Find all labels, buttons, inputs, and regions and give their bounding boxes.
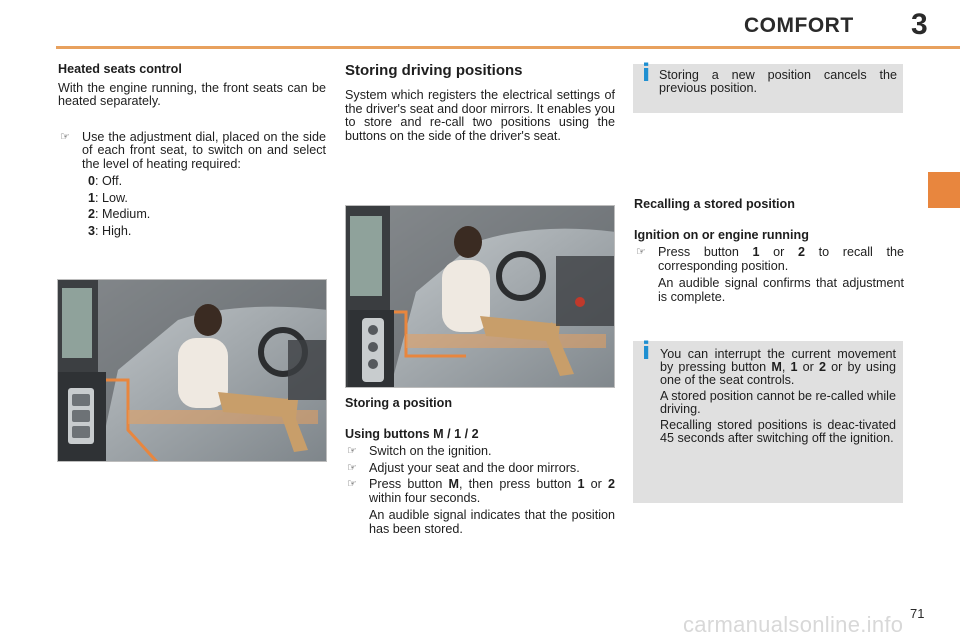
info-deactivation-note: Recalling stored positions is deac-tivated 45 seconds after switching off the ignition. <box>660 418 896 445</box>
pointing-hand-icon: ☞ <box>347 478 357 490</box>
heat-level-0: 0: Off. <box>88 174 123 188</box>
recall-title: Recalling a stored position <box>634 197 795 211</box>
pointing-hand-icon: ☞ <box>60 130 70 143</box>
info-driving-restriction: A stored position cannot be re-called while driving. <box>660 389 896 416</box>
chapter-title: COMFORT <box>744 14 854 37</box>
storing-subtitle: Storing a position <box>345 396 453 410</box>
using-buttons-title: Using buttons M / 1 / 2 <box>345 426 479 441</box>
header-divider <box>56 46 960 49</box>
heated-seats-intro: With the engine running, the front seats can be heated separately. <box>58 80 326 108</box>
pointing-hand-icon: ☞ <box>347 445 357 457</box>
pointing-hand-icon: ☞ <box>636 246 646 258</box>
info-icon: i <box>642 337 651 365</box>
page-number: 71 <box>910 606 925 621</box>
heat-level-2: 2: Medium. <box>88 207 151 221</box>
info-interrupt-text: You can interrupt the current movement by pressing button M, 1 or 2 or by using one of the seat controls. <box>660 347 896 387</box>
recall-step: ☞ Press button 1 or 2 to recall the corresponding position. <box>636 245 904 273</box>
info-box-recall-notes <box>633 337 903 503</box>
info-recall-text <box>660 348 896 445</box>
chapter-number: 3 <box>911 8 928 41</box>
heated-seat-photo-svg <box>58 280 327 462</box>
storing-step-1: ☞ Switch on the ignition. <box>347 444 492 458</box>
info-box-new-position <box>633 59 903 113</box>
chapter-side-tab[interactable] <box>928 172 960 208</box>
info-new-position-text: Storing a new position cancels the previous position. <box>659 68 897 95</box>
heated-seats-bullet-text: Use the adjustment dial, placed on the side of each front seat, to switch on and select the level of heating required: <box>82 129 326 171</box>
storing-title: Storing driving positions <box>345 62 523 79</box>
watermark: carmanualsonline.info <box>683 612 904 637</box>
heated-seats-bullet <box>58 131 326 172</box>
storing-intro: System which registers the electrical settings of the driver's seat and door mirrors. It enables you to store and re-call two positions using the buttons on the side of the driver's seat. <box>345 88 615 143</box>
heated-seat-illustration <box>57 279 327 462</box>
heated-seats-section <box>58 63 326 238</box>
recall-confirmation-note: An audible signal confirms that adjustment is complete. <box>658 276 904 304</box>
storing-confirmation-note: An audible signal indicates that the position has been stored. <box>369 508 615 536</box>
recall-subtitle: Ignition on or engine running <box>634 227 809 242</box>
storing-step-2: ☞ Adjust your seat and the door mirrors. <box>347 460 580 475</box>
memory-buttons-photo-svg <box>346 206 615 388</box>
storing-step-3: ☞ Press button M, then press button 1 or 2 within four seconds. <box>347 477 615 505</box>
heat-level-3: 3: High. <box>88 223 132 238</box>
storing-section-intro <box>345 62 615 143</box>
memory-buttons-illustration <box>345 205 615 388</box>
info-icon: i <box>642 59 651 87</box>
heat-level-1: 1: Low. <box>88 190 128 205</box>
heated-seats-title: Heated seats control <box>58 62 182 76</box>
storing-steps-section <box>345 397 615 536</box>
recall-section <box>634 198 904 304</box>
pointing-hand-icon: ☞ <box>347 461 357 474</box>
